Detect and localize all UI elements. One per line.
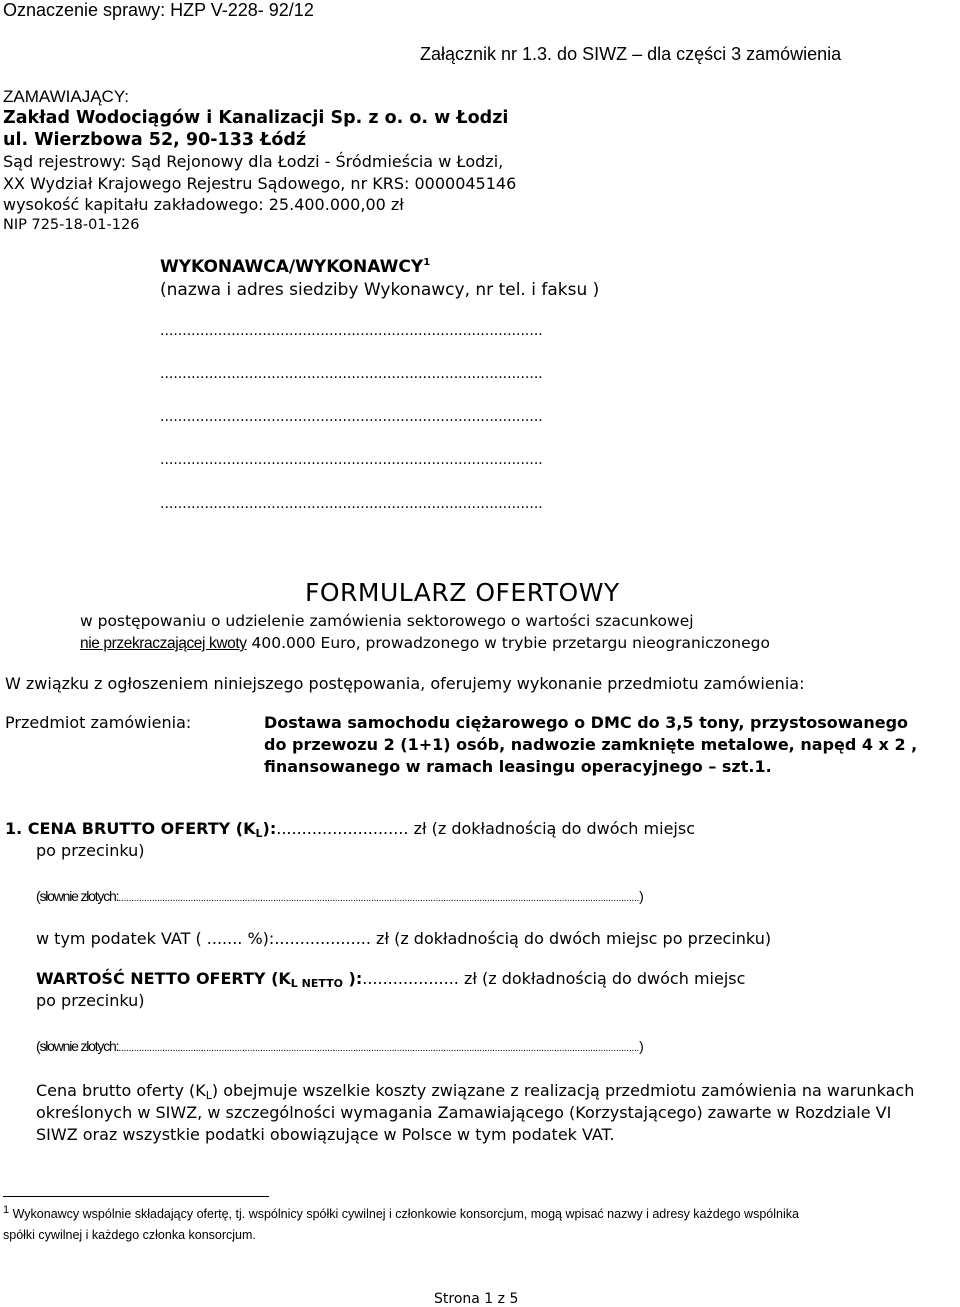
vat-suffix: zł (z dokładnością do dwóch miejsc po przecinku): [370, 929, 772, 948]
footnote-line1: [3, 1204, 799, 1221]
procedure-intro-line1: w postępowaniu o udzielenie zamówienia sektorowego o wartości szacunkowej: [80, 612, 694, 630]
price-note-text-a: Cena brutto oferty (K: [36, 1081, 206, 1100]
procedure-threshold-underlined: nie przekraczającej kwoty: [80, 635, 247, 652]
footnote-reference: 1: [423, 257, 431, 268]
vat-rate-field[interactable]: .......: [206, 929, 243, 948]
net-words-row: [36, 1036, 936, 1055]
net-price-label-text: WARTOŚĆ NETTO OFERTY (K: [36, 969, 291, 988]
gross-price-label-text: 1. CENA BRUTTO OFERTY (K: [5, 819, 256, 838]
vat-percent: %):: [242, 929, 275, 948]
procedure-intro-line2: [80, 634, 770, 653]
subject-line-1: Dostawa samochodu ciężarowego o DMC do 3,5 tony, przystosowanego: [264, 713, 909, 732]
net-words-end: ): [639, 1038, 643, 1054]
footnote-mark: 1: [3, 1204, 10, 1216]
gross-price-label-end: ):: [262, 819, 277, 838]
vat-row: [36, 929, 771, 948]
orderer-capital: wysokość kapitału zakładowego: 25.400.000,00 zł: [3, 195, 404, 214]
gross-price-field[interactable]: ..........................: [276, 819, 409, 838]
subject-line-3: finansowanego w ramach leasingu operacyjnego – szt.1.: [264, 757, 772, 776]
footnote-text-1: Wykonawcy wspólnie składający ofertę, tj. wspólnicy spółki cywilnej i członkowie konsorcjum, mogą wpisać nazwy i adresy każdego wspólnika: [9, 1207, 799, 1221]
contractor-heading-text: WYKONAWCA/WYKONAWCY: [160, 257, 424, 277]
price-note-line3: SIWZ oraz wszystkie podatki obowiązujące w Polsce w tym podatek VAT.: [36, 1125, 615, 1144]
contractor-line-3[interactable]: ......................................................................................: [160, 409, 543, 425]
offer-statement: W związku z ogłoszeniem niniejszego postępowania, oferujemy wykonanie przedmiotu zamówienia:: [5, 674, 805, 693]
orderer-nip: NIP 725-18-01-126: [3, 217, 140, 233]
gross-price-label: [5, 819, 276, 838]
orderer-court: Sąd rejestrowy: Sąd Rejonowy dla Łodzi - Śródmieścia w Łodzi,: [3, 152, 504, 171]
contractor-line-2[interactable]: ......................................................................................: [160, 366, 543, 382]
vat-label: w tym podatek VAT (: [36, 929, 207, 948]
gross-price-line2: po przecinku): [36, 841, 145, 860]
footnote-separator: [3, 1196, 269, 1197]
price-note-line2: określonych w SIWZ, w szczególności wymagania Zamawiającego (Korzystającego) zawarte w Rozdziale VI: [36, 1103, 892, 1122]
gross-price-suffix: zł (z dokładnością do dwóch miejsc: [408, 819, 695, 838]
contractor-heading: [160, 257, 430, 277]
case-reference: Oznaczenie sprawy: HZP V-228- 92/12: [3, 0, 314, 20]
net-price-suffix: zł (z dokładnością do dwóch miejsc: [458, 969, 746, 988]
subject-line-2: do przewozu 2 (1+1) osób, nadwozie zamknięte metalowe, napęd 4 x 2 ,: [264, 735, 918, 754]
vat-amount-field[interactable]: ...................: [274, 929, 371, 948]
form-title: FORMULARZ OFERTOWY: [305, 578, 620, 607]
contractor-line-1[interactable]: ......................................................................................: [160, 323, 543, 339]
procedure-intro-rest: 400.000 Euro, prowadzonego w trybie przetargu nieograniczonego: [246, 634, 770, 652]
net-price-label-end: ):: [342, 969, 363, 988]
gross-price-subscript: L: [255, 827, 263, 840]
net-price-row: [36, 969, 745, 990]
orderer-name: Zakład Wodociągów i Kanalizacji Sp. z o. o. w Łodzi: [3, 108, 509, 128]
net-price-field[interactable]: ...................: [362, 969, 459, 988]
page-number: Strona 1 z 5: [434, 1291, 519, 1307]
contractor-line-4[interactable]: ......................................................................................: [160, 452, 543, 468]
orderer-heading: ZAMAWIAJĄCY:: [3, 87, 129, 106]
attachment-label: Załącznik nr 1.3. do SIWZ – dla części 3 zamówienia: [420, 44, 842, 64]
gross-words-end: ): [639, 888, 643, 904]
net-words-field[interactable]: ..........................................................................................................................................................................................................: [118, 1043, 640, 1054]
gross-words-label: (słownie złotych:: [36, 888, 119, 904]
price-note-subscript: L: [205, 1089, 212, 1102]
gross-words-field[interactable]: ..........................................................................................................................................................................................................: [118, 893, 640, 904]
contractor-subtitle: (nazwa i adres siedziby Wykonawcy, nr tel. i faksu ): [160, 280, 600, 300]
price-note-line1: [36, 1081, 914, 1102]
orderer-krs: XX Wydział Krajowego Rejestru Sądowego, nr KRS: 0000045146: [3, 174, 517, 193]
net-price-line2: po przecinku): [36, 991, 145, 1010]
contractor-line-5[interactable]: ......................................................................................: [160, 496, 543, 512]
price-note-text-b: ) obejmuje wszelkie koszty związane z realizacją przedmiotu zamówienia na warunkach: [211, 1081, 915, 1100]
net-price-label: [36, 969, 362, 988]
net-words-label: (słownie złotych:: [36, 1038, 119, 1054]
net-price-subscript: L NETTO: [290, 977, 343, 990]
footnote-line2: spółki cywilnej i każdego członka konsorcjum.: [3, 1228, 256, 1242]
subject-label: Przedmiot zamówienia:: [5, 713, 192, 732]
gross-words-row: [36, 886, 936, 905]
gross-price-row: [5, 819, 695, 840]
orderer-address: ul. Wierzbowa 52, 90-133 Łódź: [3, 130, 307, 150]
